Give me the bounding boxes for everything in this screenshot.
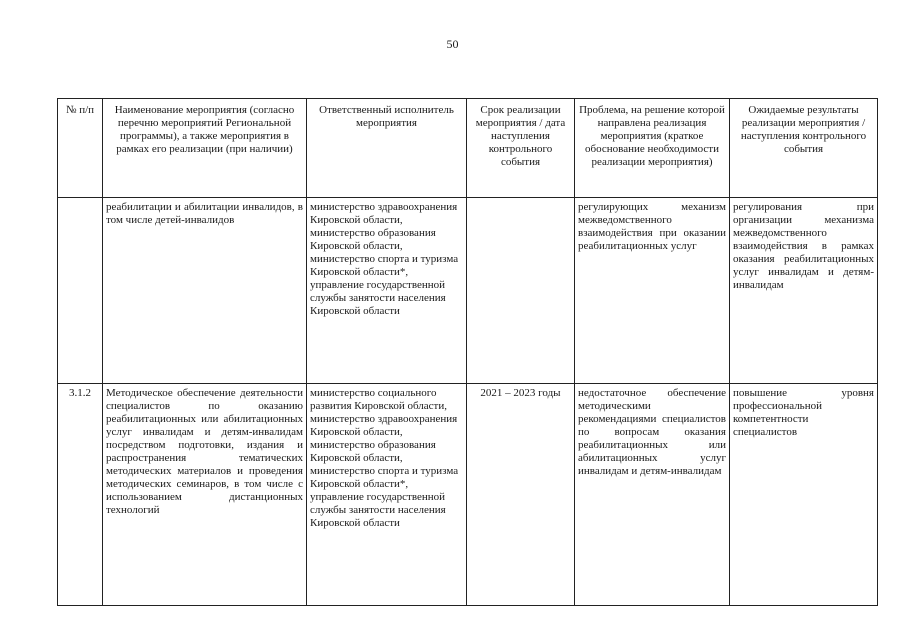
problem: недостаточное обеспечение методическими рекомендациями специалистов по вопросам оказания реабилитационных или абилитационных услуг инвалидам и детям-инвалидам (575, 383, 730, 605)
problem: регулирующих механизм межведомственного взаимодействия при оказании реабилитационных услуг (575, 198, 730, 384)
page-number: 50 (446, 37, 459, 51)
header-measure-name: Наименование мероприятия (согласно перечню мероприятий Региональной программы), а также мероприятия в рамках его реализации (при наличии) (103, 99, 307, 198)
expected-result: повышение уровня профессиональной компетентности специалистов (730, 383, 878, 605)
row-number: 3.1.2 (58, 383, 103, 605)
table-header-row (58, 99, 878, 198)
measure-name: Методическое обеспечение деятельности специалистов по оказанию реабилитационных или абилитационных услуг инвалидам и детям-инвалидам посредством подготовки, издания и распространения тематических методических материалов и проведения методических семинаров, в том числе с использованием дистанционных технологий (103, 383, 307, 605)
header-executor: Ответственный исполнитель мероприятия (307, 99, 467, 198)
header-number: № п/п (58, 99, 103, 198)
header-result: Ожидаемые результаты реализации мероприятия / наступления контрольного события (730, 99, 878, 198)
period (467, 198, 575, 384)
expected-result: регулирования при организации механизма межведомственного взаимодействия в рамках оказания реабилитационных услуг инвалидам и детям-инвалидам (730, 198, 878, 384)
table-row (58, 198, 878, 384)
executor: министерство социального развития Кировской области, министерство здравоохранения Кировской области, министерство образования Кировской области, министерство спорта и туризма Кировской области*, управление государственной службы занятости населения Кировской области (307, 383, 467, 605)
measures-table (57, 98, 878, 606)
period: 2021 – 2023 годы (467, 383, 575, 605)
header-problem: Проблема, на решение которой направлена реализация мероприятия (краткое обоснование необходимости реализации мероприятия) (575, 99, 730, 198)
measure-name: реабилитации и абилитации инвалидов, в том числе детей-инвалидов (103, 198, 307, 384)
executor: министерство здравоохранения Кировской области, министерство образования Кировской области, министерство спорта и туризма Кировской области*, управление государственной службы занятости населения Кировской области (307, 198, 467, 384)
row-number (58, 198, 103, 384)
table-row (58, 383, 878, 605)
header-period: Срок реализации мероприятия / дата наступления контрольного события (467, 99, 575, 198)
